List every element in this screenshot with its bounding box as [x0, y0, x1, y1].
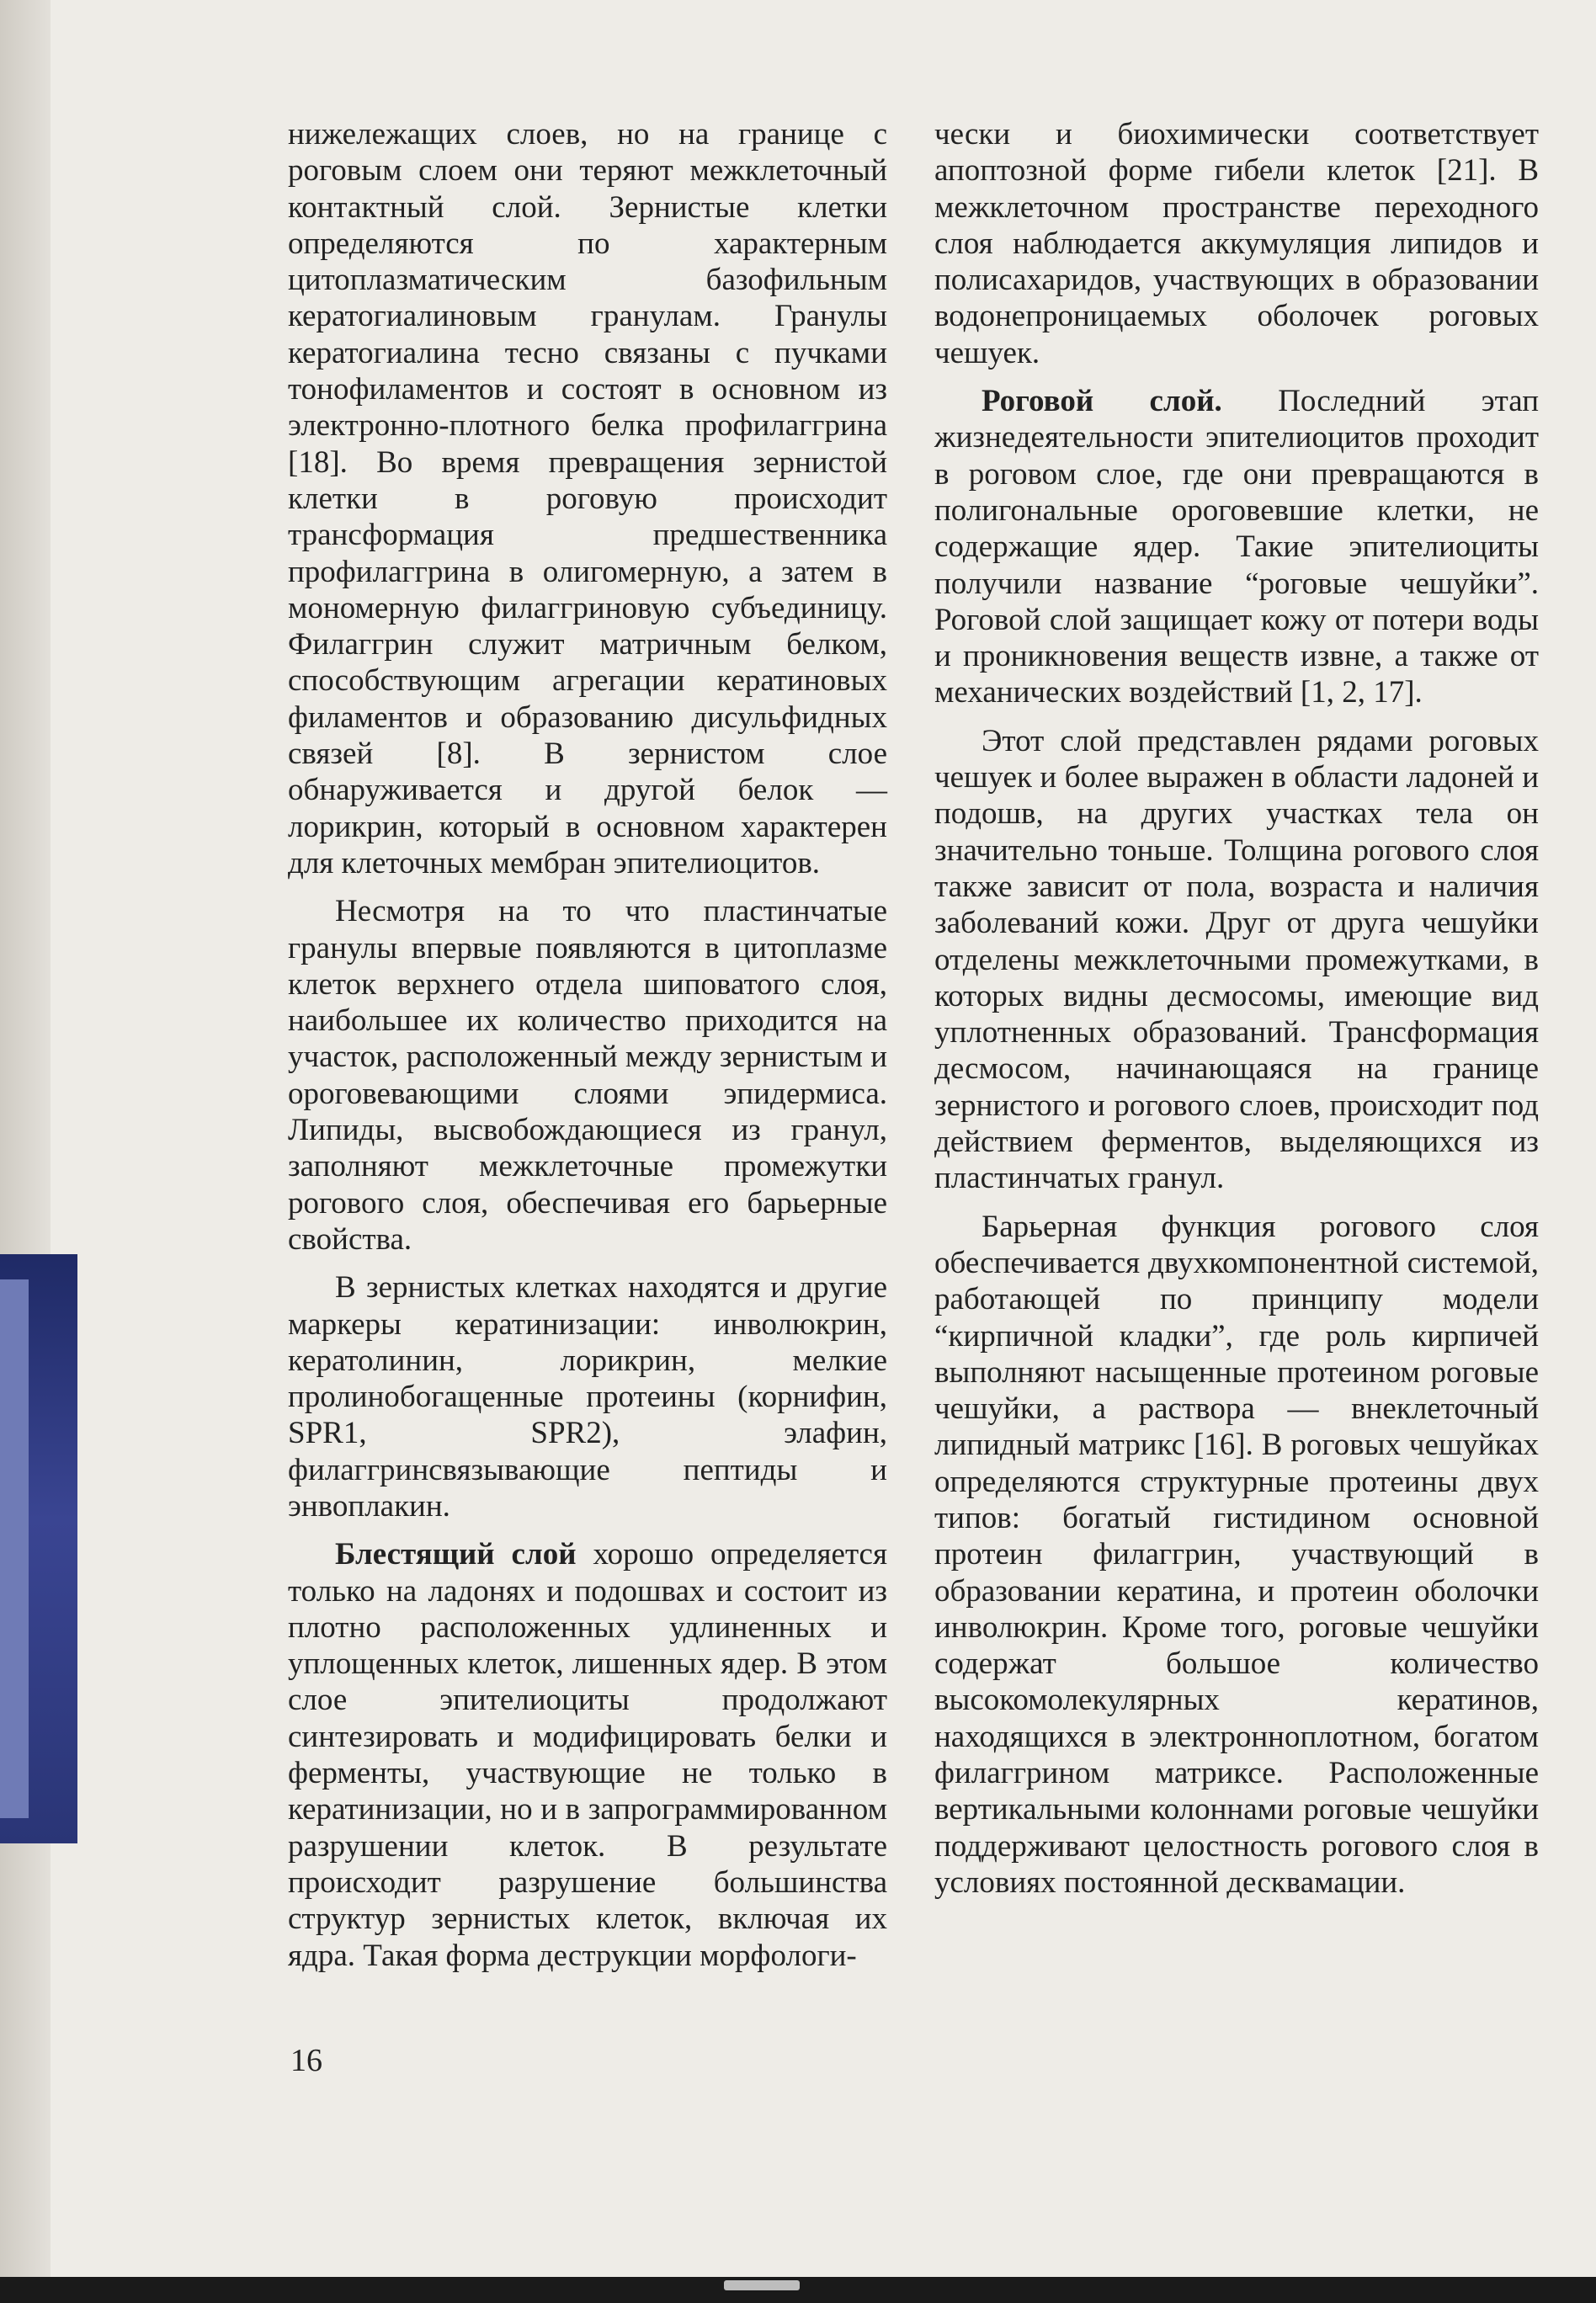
paragraph: В зернистых клетках находятся и другие маркеры кератинизации: инволюкрин, кератолинин, лорикрин, мелкие пролинобогащенные протеины (корнифин, SPR1, SPR2), элафин, филаггринсвязывающие пептиды и энвоплакин.	[288, 1270, 887, 1524]
paragraph: Этот слой представлен рядами роговых чешуек и более выражен в области ладоней и подошв, на других участках тела он значительно тоньше. Толщина рогового слоя также зависит от пола, возраста и наличия заболеваний кожи. Друг от друга чешуйки отделены межклеточными промежутками, в которых видны десмосомы, имеющие вид уплотненных образований. Трансформация десмосом, начинающаяся на границе зернистого и рогового слоев, происходит под действием ферментов, выделяющихся из пластинчатых гранул.	[934, 723, 1539, 1196]
paragraph: нижележащих слоев, но на границе с роговым слоем они теряют межклеточный контактный слой. Зернистые клетки определяются по характерным цитоплазматическим базофильным кератогиалиновым гранулам. Гранулы кератогиалина тесно связаны с пучками тонофиламентов и состоят в основном из электронно-плотного белка профилаггрина [18]. Во время превращения зернистой клетки в роговую происходит трансформация предшественника профилаггрина в олигомерную, а затем в мономерную филаггриновую субъединицу. Филаггрин служит матричным белком, способствующим агрегации кератиновых филаментов и образованию дисульфидных связей [8]. В зернистом слое обнаруживается и другой белок — лорикрин, который в основном характерен для клеточных мембран эпителиоцитов.	[288, 117, 887, 880]
scan-edge-mark	[724, 2280, 800, 2290]
left-text-column	[288, 116, 887, 1986]
page-number: 16	[290, 2043, 322, 2078]
paragraph-body: хорошо определяется только на ладонях и подошвах и состоит из плотно расположенных удлиненных и уплощенных клеток, лишенных ядер. В этом слое эпителиоциты продолжают синтезировать и модифицировать белки и ферменты, участвующие не только в кератинизации, но и в запрограммированном разрушении клеток. В результате происходит разрушение большинства структур зернистых клеток, включая их ядра. Такая форма деструкции морфологи-	[288, 1537, 887, 1973]
section-heading-horny-layer: Роговой слой.	[982, 384, 1222, 419]
right-text-column	[934, 116, 1539, 1912]
page-edge-band-highlight	[0, 1279, 29, 1818]
page-spine-shadow	[0, 0, 51, 2303]
section-heading-glossy-layer: Блестящий слой	[335, 1537, 577, 1572]
paragraph	[288, 1536, 887, 1974]
paragraph: чески и биохимически соответствует апоптозной форме гибели клеток [21]. В межклеточном пространстве переходного слоя наблюдается аккумуляция липидов и полисахаридов, участвующих в образовании водонепроницаемых оболочек роговых чешуек.	[934, 117, 1539, 370]
paragraph-body: Последний этап жизнедеятельности эпителиоцитов проходит в роговом слое, где они превращаются в полигональные ороговевшие клетки, не содержащие ядер. Такие эпителиоциты получили название “роговые чешуйки”. Роговой слой защищает кожу от потери воды и проникновения веществ извне, а также от механических воздействий [1, 2, 17].	[934, 384, 1539, 710]
paragraph: Несмотря на то что пластинчатые гранулы впервые появляются в цитоплазме клеток верхнего отдела шиповатого слоя, наибольшее их количество приходится на участок, расположенный между зернистым и ороговевающими слоями эпидермиса. Липиды, высвобождающиеся из гранул, заполняют межклеточные промежутки рогового слоя, обеспечивая его барьерные свойства.	[288, 894, 887, 1257]
paragraph: Барьерная функция рогового слоя обеспечивается двухкомпонентной системой, работающей по принципу модели “кирпичной кладки”, где роль кирпичей выполняют насыщенные протеином роговые чешуйки, а раствора — внеклеточный липидный матрикс [16]. В роговых чешуйках определяются структурные протеины двух типов: богатый гистидином основной протеин филаггрин, участвующий в образовании кератина, и протеин оболочки инволюкрин. Кроме того, роговые чешуйки содержат большое количество высокомолекулярных кератинов, находящихся в электронноплотном, богатом филаггрином матриксе. Расположенные вертикальными колоннами роговые чешуйки поддерживают целостность рогового слоя в условиях постоянной десквамации.	[934, 1209, 1539, 1900]
paragraph	[934, 383, 1539, 711]
